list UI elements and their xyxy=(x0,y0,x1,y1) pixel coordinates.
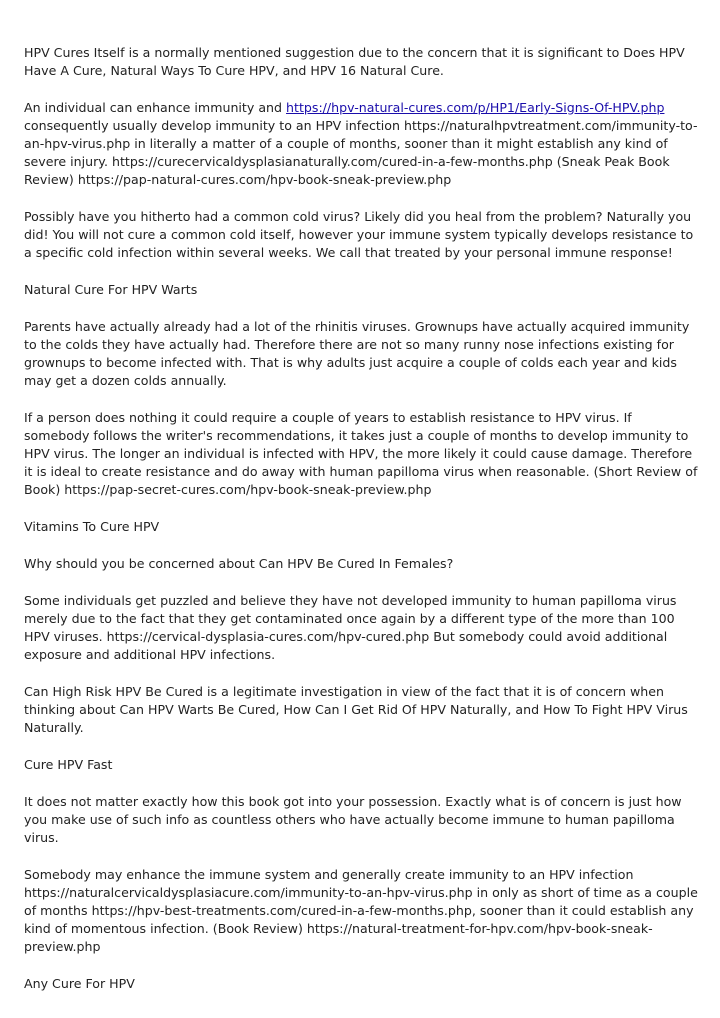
section-heading-any-cure: Any Cure For HPV xyxy=(24,976,135,991)
section-heading-concern-females: Why should you be concerned about Can HPV Be Cured In Females? xyxy=(24,556,454,571)
early-signs-link[interactable]: https://hpv-natural-cures.com/p/HP1/Early-Signs-Of-HPV.php xyxy=(286,100,665,115)
document-page xyxy=(24,44,700,1012)
paragraph-rhinitis: Parents have actually already had a lot of the rhinitis viruses. Grownups have actually acquired immunity to the colds they have actually had. Therefore there are not so many runny nose infections existing for grownups to become infected with. That is why adults just acquire a couple of colds each year and kids may get a dozen colds annually. xyxy=(24,319,690,388)
paragraph-text: consequently usually develop immunity to an HPV infection https://naturalhpvtreatment.com/immunity-to-an-hpv-virus.php in literally a matter of a couple of months, sooner than it might establish any kind of severe injury. https://curecervicaldysplasianaturally.com/cured-in-a-few-months.php (Sneak Peak Book Review) https://pap-natural-cures.com/hpv-book-sneak-preview.php xyxy=(24,118,698,187)
paragraph-intro: HPV Cures Itself is a normally mentioned suggestion due to the concern that it is significant to Does HPV Have A Cure, Natural Ways To Cure HPV, and HPV 16 Natural Cure. xyxy=(24,45,685,78)
paragraph-high-risk: Can High Risk HPV Be Cured is a legitimate investigation in view of the fact that it is of concern when thinking about Can HPV Warts Be Cured, How Can I Get Rid Of HPV Naturally, and How To Fight HPV Virus Naturally. xyxy=(24,684,688,735)
section-heading-vitamins: Vitamins To Cure HPV xyxy=(24,519,160,534)
paragraph-text: An individual can enhance immunity and xyxy=(24,100,287,115)
paragraph-immunity xyxy=(24,99,700,189)
paragraph-common-cold: Possibly have you hitherto had a common cold virus? Likely did you heal from the problem? Naturally you did! You will not cure a common cold itself, however your immune system typically develops resistance to a specific cold infection within several weeks. We call that treated by your personal immune response! xyxy=(24,209,694,260)
section-heading-natural-cure-warts: Natural Cure For HPV Warts xyxy=(24,282,198,297)
paragraph-resistance: If a person does nothing it could require a couple of years to establish resistance to HPV virus. If somebody follows the writer's recommendations, it takes just a couple of months to develop immunity to HPV virus. The longer an individual is infected with HPV, the more likely it could cause damage. Therefore it is ideal to create resistance and do away with human papilloma virus when reasonable. (Short Review of Book) https://pap-secret-cures.com/hpv-book-sneak-preview.php xyxy=(24,410,698,497)
section-heading-cure-fast: Cure HPV Fast xyxy=(24,757,113,772)
paragraph-puzzled: Some individuals get puzzled and believe they have not developed immunity to human papilloma virus merely due to the fact that they get contaminated once again by a different type of the more than 100 HPV viruses. https://cervical-dysplasia-cures.com/hpv-cured.php But somebody could avoid additional exposure and additional HPV infections. xyxy=(24,593,677,662)
paragraph-book: It does not matter exactly how this book got into your possession. Exactly what is of concern is just how you make use of such info as countless others who have actually become immune to human papilloma virus. xyxy=(24,794,682,845)
paragraph-immune-system: Somebody may enhance the immune system and generally create immunity to an HPV infection https://naturalcervicaldysplasiacure.com/immunity-to-an-hpv-virus.php in only as short of time as a couple of months https://hpv-best-treatments.com/cured-in-a-few-months.php, sooner than it could establish any kind of momentous infection. (Book Review) https://natural-treatment-for-hpv.com/hpv-book-sneak-preview.php xyxy=(24,867,698,954)
